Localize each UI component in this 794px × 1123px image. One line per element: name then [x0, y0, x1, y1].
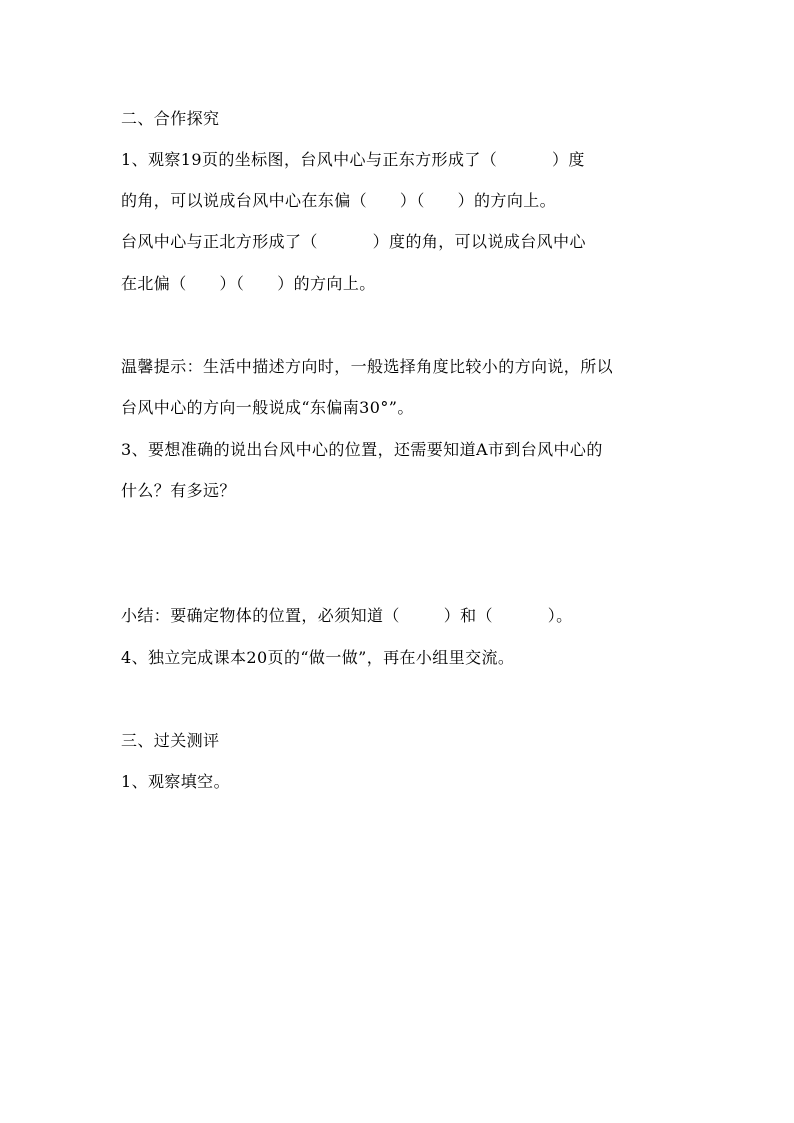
question-1-line-4: 在北偏（ ）（ ）的方向上。 — [121, 274, 376, 293]
question-3-line-2: 什么？有多远？ — [121, 481, 236, 500]
question-1-line-1: 1、观察19页的坐标图，台风中心与正东方形成了（ ）度 — [121, 150, 585, 169]
section-heading-assessment: 三、过关测评 — [121, 731, 220, 750]
question-1-line-3: 台风中心与正北方形成了（ ）度的角，可以说成台风中心 — [121, 232, 586, 251]
question-4-line: 4、独立完成课本20页的“做一做”，再在小组里交流。 — [121, 648, 515, 667]
tip-line-2: 台风中心的方向一般说成“东偏南30°”。 — [121, 398, 414, 417]
section-heading-cooperative-inquiry: 二、合作探究 — [121, 109, 220, 128]
tip-line-1: 温馨提示：生活中描述方向时，一般选择角度比较小的方向说，所以 — [121, 357, 614, 376]
summary-line: 小结：要确定物体的位置，必须知道（ ）和（ ）。 — [121, 606, 573, 625]
assessment-question-1: 1、观察填空。 — [121, 772, 230, 791]
question-1-line-2: 的角，可以说成台风中心在东偏（ ）（ ）的方向上。 — [121, 191, 557, 210]
question-3-line-1: 3、要想准确的说出台风中心的位置，还需要知道A市到台风中心的 — [121, 440, 603, 459]
